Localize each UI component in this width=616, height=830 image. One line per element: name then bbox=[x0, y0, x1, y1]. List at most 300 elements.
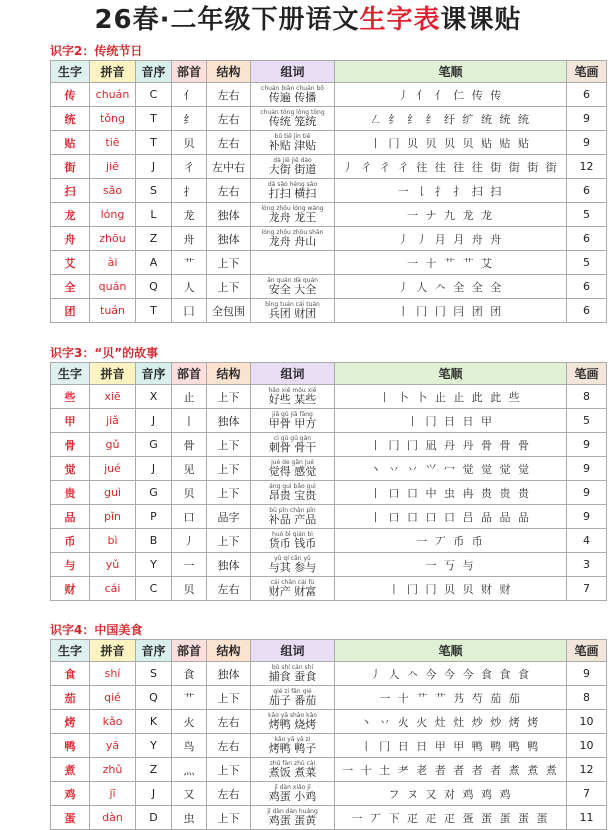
table-row bbox=[51, 131, 607, 155]
character-cell: 街 bbox=[51, 155, 90, 179]
character-cell: 甲 bbox=[51, 409, 90, 433]
radical-cell: 火 bbox=[172, 710, 207, 734]
pinyin-cell: zhōu bbox=[90, 227, 136, 251]
structure-cell: 左右 bbox=[207, 107, 251, 131]
words-cell bbox=[251, 203, 335, 227]
words-text: 传遍 传播 bbox=[268, 91, 317, 104]
structure-cell: 品字 bbox=[207, 505, 251, 529]
words-cell bbox=[251, 481, 335, 505]
header-pinyin: 拼音 bbox=[90, 61, 136, 83]
words-pinyin: cì gǔ gǔ gàn bbox=[273, 435, 312, 442]
structure-cell: 独体 bbox=[207, 227, 251, 251]
table-row bbox=[51, 179, 607, 203]
structure-cell: 独体 bbox=[207, 662, 251, 686]
table-row bbox=[51, 155, 607, 179]
sequence-cell: P bbox=[136, 505, 172, 529]
header-stroke-count: 笔画 bbox=[567, 61, 607, 83]
radical-cell: 鸟 bbox=[172, 734, 207, 758]
words-pinyin: chuán biàn chuán bō bbox=[261, 85, 324, 92]
stroke-order-cell: 丿 人 𠆢 全 全 全 bbox=[335, 275, 567, 299]
radical-cell: 灬 bbox=[172, 758, 207, 782]
radical-cell: 贝 bbox=[172, 481, 207, 505]
words-text: 龙舟 舟山 bbox=[268, 235, 317, 248]
words-pinyin: chuán tǒng lǒng tǒng bbox=[260, 109, 325, 116]
character-cell: 烤 bbox=[51, 710, 90, 734]
sequence-cell: K bbox=[136, 710, 172, 734]
character-cell: 币 bbox=[51, 529, 90, 553]
radical-cell: 纟 bbox=[172, 107, 207, 131]
table-row bbox=[51, 782, 607, 806]
stroke-order-cell: 丨 冂 日 日 甲 甲 鸭 鸭 鸭 鸭 bbox=[335, 734, 567, 758]
stroke-count-cell: 7 bbox=[567, 782, 607, 806]
stroke-count-cell: 6 bbox=[567, 275, 607, 299]
section-label: 识字2：传统节日 bbox=[50, 44, 143, 58]
radical-cell: 彳 bbox=[172, 155, 207, 179]
stroke-count-cell: 8 bbox=[567, 686, 607, 710]
section-label: 识字4：中国美食 bbox=[50, 623, 143, 637]
character-table bbox=[50, 60, 607, 323]
words-cell bbox=[251, 710, 335, 734]
table-row bbox=[51, 758, 607, 782]
character-cell: 扫 bbox=[51, 179, 90, 203]
words-cell bbox=[251, 553, 335, 577]
sequence-cell: B bbox=[136, 529, 172, 553]
words-pinyin: zhǔ fàn zhǔ cài bbox=[269, 760, 316, 767]
radical-cell: 虫 bbox=[172, 806, 207, 830]
header-stroke-order: 笔顺 bbox=[335, 640, 567, 662]
pinyin-cell: tiē bbox=[90, 131, 136, 155]
stroke-count-cell: 9 bbox=[567, 107, 607, 131]
words-text: 好些 某些 bbox=[268, 393, 317, 406]
radical-cell: 骨 bbox=[172, 433, 207, 457]
words-pinyin: cái chǎn cái fù bbox=[270, 579, 315, 586]
sequence-cell: C bbox=[136, 577, 172, 601]
title-prefix: 26春·二年级下册语文 bbox=[94, 5, 360, 35]
words-text: 安全 大全 bbox=[268, 283, 317, 296]
pinyin-cell: sǎo bbox=[90, 179, 136, 203]
header-char: 生字 bbox=[51, 61, 90, 83]
pinyin-cell: dàn bbox=[90, 806, 136, 830]
header-structure: 结构 bbox=[207, 363, 251, 385]
table-row bbox=[51, 529, 607, 553]
words-text: 与其 参与 bbox=[268, 561, 317, 574]
header-radical: 部首 bbox=[172, 640, 207, 662]
pinyin-cell: xiē bbox=[90, 385, 136, 409]
structure-cell: 左右 bbox=[207, 782, 251, 806]
words-cell bbox=[251, 662, 335, 686]
header-sequence: 音序 bbox=[136, 640, 172, 662]
structure-cell: 左右 bbox=[207, 83, 251, 107]
stroke-count-cell: 3 bbox=[567, 553, 607, 577]
stroke-count-cell: 9 bbox=[567, 457, 607, 481]
stroke-order-cell: 一 丆 下 疋 疋 疋 疍 蛋 蛋 蛋 蛋 bbox=[335, 806, 567, 830]
table-row bbox=[51, 457, 607, 481]
table-row bbox=[51, 83, 607, 107]
character-cell: 财 bbox=[51, 577, 90, 601]
radical-cell: 止 bbox=[172, 385, 207, 409]
stroke-order-cell: 一 丆 币 币 bbox=[335, 529, 567, 553]
structure-cell: 左右 bbox=[207, 179, 251, 203]
words-cell bbox=[251, 457, 335, 481]
header-char: 生字 bbox=[51, 640, 90, 662]
stroke-count-cell: 6 bbox=[567, 179, 607, 203]
radical-cell: 舟 bbox=[172, 227, 207, 251]
radical-cell: 艹 bbox=[172, 251, 207, 275]
structure-cell: 左中右 bbox=[207, 155, 251, 179]
character-cell: 品 bbox=[51, 505, 90, 529]
words-cell bbox=[251, 686, 335, 710]
sequence-cell: T bbox=[136, 107, 172, 131]
section-lesson-3 bbox=[50, 345, 606, 601]
words-cell bbox=[251, 83, 335, 107]
structure-cell: 上下 bbox=[207, 758, 251, 782]
stroke-order-cell: 丨 冂 冂 凪 丹 丹 骨 骨 骨 bbox=[335, 433, 567, 457]
title-suffix: 课课贴 bbox=[440, 5, 522, 35]
stroke-order-cell: フ ヌ 又 对 鸡 鸡 鸡 bbox=[335, 782, 567, 806]
structure-cell: 左右 bbox=[207, 577, 251, 601]
header-sequence: 音序 bbox=[136, 363, 172, 385]
radical-cell: 贝 bbox=[172, 577, 207, 601]
character-cell: 团 bbox=[51, 299, 90, 323]
pinyin-cell: pǐn bbox=[90, 505, 136, 529]
stroke-count-cell: 10 bbox=[567, 734, 607, 758]
header-pinyin: 拼音 bbox=[90, 640, 136, 662]
words-text: 烤鸭 鸭子 bbox=[268, 742, 317, 755]
sequence-cell: Z bbox=[136, 758, 172, 782]
pinyin-cell: guì bbox=[90, 481, 136, 505]
stroke-order-cell: 一 十 艹 艹 艾 bbox=[335, 251, 567, 275]
words-text: 昂贵 宝贵 bbox=[268, 489, 317, 502]
stroke-count-cell: 5 bbox=[567, 409, 607, 433]
words-text: 甲骨 甲方 bbox=[268, 417, 317, 430]
stroke-order-cell: 丨 冂 日 日 甲 bbox=[335, 409, 567, 433]
stroke-count-cell: 5 bbox=[567, 203, 607, 227]
table-row bbox=[51, 227, 607, 251]
stroke-order-cell: 一 ナ 九 龙 龙 bbox=[335, 203, 567, 227]
section-lesson-4 bbox=[50, 622, 606, 830]
words-text: 刺骨 骨干 bbox=[268, 441, 317, 454]
radical-cell: 见 bbox=[172, 457, 207, 481]
words-text: 龙舟 龙王 bbox=[268, 211, 317, 224]
table-row bbox=[51, 385, 607, 409]
sequence-cell: J bbox=[136, 155, 172, 179]
pinyin-cell: gǔ bbox=[90, 433, 136, 457]
header-radical: 部首 bbox=[172, 363, 207, 385]
character-cell: 艾 bbox=[51, 251, 90, 275]
character-table bbox=[50, 362, 607, 601]
radical-cell: 扌 bbox=[172, 179, 207, 203]
sequence-cell: T bbox=[136, 299, 172, 323]
character-cell: 茄 bbox=[51, 686, 90, 710]
pinyin-cell: lóng bbox=[90, 203, 136, 227]
character-cell: 与 bbox=[51, 553, 90, 577]
words-text: 货币 钱币 bbox=[268, 537, 317, 550]
section-label: 识字3：“贝”的故事 bbox=[50, 346, 159, 360]
character-cell: 煮 bbox=[51, 758, 90, 782]
table-row bbox=[51, 203, 607, 227]
stroke-count-cell: 9 bbox=[567, 662, 607, 686]
character-cell: 传 bbox=[51, 83, 90, 107]
sequence-cell: Y bbox=[136, 734, 172, 758]
radical-cell: 囗 bbox=[172, 299, 207, 323]
words-pinyin: lóng zhōu lóng wáng bbox=[261, 205, 324, 212]
table-row bbox=[51, 577, 607, 601]
stroke-order-cell: 丨 卜 卜 止 止 此 此 些 bbox=[335, 385, 567, 409]
table-row bbox=[51, 409, 607, 433]
structure-cell: 独体 bbox=[207, 553, 251, 577]
table-row bbox=[51, 433, 607, 457]
radical-cell: 食 bbox=[172, 662, 207, 686]
sequence-cell: D bbox=[136, 806, 172, 830]
stroke-count-cell: 7 bbox=[567, 577, 607, 601]
words-cell bbox=[251, 529, 335, 553]
stroke-order-cell: 丶 丷 丷 ⺍ 冖 觉 觉 觉 觉 bbox=[335, 457, 567, 481]
header-char: 生字 bbox=[51, 363, 90, 385]
sequence-cell: T bbox=[136, 131, 172, 155]
structure-cell: 上下 bbox=[207, 457, 251, 481]
stroke-order-cell: 丿 丿 月 月 舟 舟 bbox=[335, 227, 567, 251]
radical-cell: 亻 bbox=[172, 83, 207, 107]
header-row bbox=[51, 363, 607, 385]
stroke-count-cell: 9 bbox=[567, 481, 607, 505]
structure-cell: 左右 bbox=[207, 710, 251, 734]
sequence-cell: J bbox=[136, 782, 172, 806]
sequence-cell: X bbox=[136, 385, 172, 409]
words-text: 打扫 横扫 bbox=[268, 187, 317, 200]
words-text: 鸡蛋 蛋黄 bbox=[268, 814, 317, 827]
words-pinyin: áng guì bǎo guì bbox=[269, 483, 316, 490]
header-row bbox=[51, 640, 607, 662]
character-cell: 统 bbox=[51, 107, 90, 131]
pinyin-cell: yǔ bbox=[90, 553, 136, 577]
header-stroke-order: 笔顺 bbox=[335, 363, 567, 385]
pinyin-cell: zhǔ bbox=[90, 758, 136, 782]
character-cell: 鸭 bbox=[51, 734, 90, 758]
header-words: 组词 bbox=[251, 640, 335, 662]
words-cell bbox=[251, 299, 335, 323]
sequence-cell: A bbox=[136, 251, 172, 275]
words-text: 茄子 番茄 bbox=[268, 694, 317, 707]
character-cell: 食 bbox=[51, 662, 90, 686]
stroke-order-cell: 一 𠄌 扌 扌 扫 扫 bbox=[335, 179, 567, 203]
stroke-count-cell: 12 bbox=[567, 155, 607, 179]
sequence-cell: Q bbox=[136, 275, 172, 299]
stroke-order-cell: 丨 冂 冂 冃 团 团 bbox=[335, 299, 567, 323]
table-row bbox=[51, 275, 607, 299]
sequence-cell: Q bbox=[136, 686, 172, 710]
character-table bbox=[50, 639, 607, 830]
stroke-order-cell: 丿 彳 彳 彳 往 往 往 往 街 街 街 街 bbox=[335, 155, 567, 179]
table-row bbox=[51, 662, 607, 686]
words-cell bbox=[251, 806, 335, 830]
stroke-count-cell: 8 bbox=[567, 385, 607, 409]
words-text: 补贴 津贴 bbox=[268, 139, 317, 152]
character-cell: 全 bbox=[51, 275, 90, 299]
header-row bbox=[51, 61, 607, 83]
radical-cell: 丿 bbox=[172, 529, 207, 553]
words-cell bbox=[251, 385, 335, 409]
structure-cell: 上下 bbox=[207, 433, 251, 457]
sequence-cell: C bbox=[136, 83, 172, 107]
character-cell: 骨 bbox=[51, 433, 90, 457]
words-pinyin: dǎ sǎo héng sǎo bbox=[267, 181, 318, 188]
stroke-count-cell: 10 bbox=[567, 710, 607, 734]
pinyin-cell: chuán bbox=[90, 83, 136, 107]
pinyin-cell: qié bbox=[90, 686, 136, 710]
character-cell: 些 bbox=[51, 385, 90, 409]
table-row bbox=[51, 686, 607, 710]
pinyin-cell: yā bbox=[90, 734, 136, 758]
words-pinyin: bīng tuán cái tuán bbox=[265, 301, 320, 308]
radical-cell: 贝 bbox=[172, 131, 207, 155]
table-row bbox=[51, 299, 607, 323]
radical-cell: 人 bbox=[172, 275, 207, 299]
words-pinyin: jué de gǎn jué bbox=[271, 459, 314, 466]
table-row bbox=[51, 107, 607, 131]
words-cell bbox=[251, 409, 335, 433]
pinyin-cell: ài bbox=[90, 251, 136, 275]
stroke-count-cell: 6 bbox=[567, 299, 607, 323]
words-text: 煮饭 煮菜 bbox=[268, 766, 317, 779]
sequence-cell: J bbox=[136, 457, 172, 481]
words-pinyin: jī dàn dàn huáng bbox=[267, 808, 318, 815]
words-cell bbox=[251, 227, 335, 251]
page-title bbox=[0, 2, 616, 38]
table-row bbox=[51, 505, 607, 529]
table-row bbox=[51, 806, 607, 830]
words-cell bbox=[251, 577, 335, 601]
words-text: 补品 产品 bbox=[268, 513, 317, 526]
stroke-count-cell: 4 bbox=[567, 529, 607, 553]
table-row bbox=[51, 251, 607, 275]
stroke-order-cell: 一 十 艹 艹 艿 芍 茄 茄 bbox=[335, 686, 567, 710]
structure-cell: 上下 bbox=[207, 385, 251, 409]
words-cell bbox=[251, 107, 335, 131]
words-pinyin: huò bì qián bì bbox=[272, 531, 313, 538]
title-highlight: 生字表 bbox=[359, 5, 441, 35]
pinyin-cell: quán bbox=[90, 275, 136, 299]
words-cell bbox=[251, 155, 335, 179]
words-pinyin: yǔ qí cān yǔ bbox=[274, 555, 311, 562]
pinyin-cell: jiǎ bbox=[90, 409, 136, 433]
header-structure: 结构 bbox=[207, 640, 251, 662]
header-stroke-order: 笔顺 bbox=[335, 61, 567, 83]
stroke-count-cell: 9 bbox=[567, 131, 607, 155]
structure-cell: 左右 bbox=[207, 131, 251, 155]
words-cell bbox=[251, 131, 335, 155]
stroke-order-cell: 一 十 土 耂 老 者 者 者 者 煮 煮 煮 bbox=[335, 758, 567, 782]
sequence-cell: S bbox=[136, 662, 172, 686]
table-row bbox=[51, 481, 607, 505]
words-pinyin: bǔ tiē jīn tiē bbox=[274, 133, 311, 140]
words-text: 烤鸭 烧烤 bbox=[268, 718, 317, 731]
stroke-order-cell: 丨 冂 贝 贝 贝 贝 贴 贴 贴 bbox=[335, 131, 567, 155]
radical-cell: 口 bbox=[172, 505, 207, 529]
header-stroke-count: 笔画 bbox=[567, 640, 607, 662]
words-pinyin: qié zi fān qié bbox=[273, 688, 312, 695]
character-cell: 龙 bbox=[51, 203, 90, 227]
stroke-count-cell: 6 bbox=[567, 83, 607, 107]
words-pinyin: dà jiē jiē dào bbox=[273, 157, 312, 164]
character-cell: 觉 bbox=[51, 457, 90, 481]
words-text: 捕食 蚕食 bbox=[268, 670, 317, 683]
words-cell bbox=[251, 179, 335, 203]
words-pinyin: lóng zhōu zhōu shān bbox=[261, 229, 324, 236]
words-pinyin: jī dàn xiǎo jī bbox=[274, 784, 311, 791]
character-cell: 贴 bbox=[51, 131, 90, 155]
structure-cell: 左右 bbox=[207, 734, 251, 758]
pinyin-cell: cái bbox=[90, 577, 136, 601]
stroke-order-cell: 一 丂 与 bbox=[335, 553, 567, 577]
header-words: 组词 bbox=[251, 363, 335, 385]
stroke-order-cell: 丿 人 𠆢 今 今 今 食 食 食 bbox=[335, 662, 567, 686]
words-pinyin: hǎo xiē mǒu xiē bbox=[268, 387, 317, 394]
words-cell bbox=[251, 275, 335, 299]
structure-cell: 全包围 bbox=[207, 299, 251, 323]
sequence-cell: Y bbox=[136, 553, 172, 577]
character-cell: 贵 bbox=[51, 481, 90, 505]
sequence-cell: L bbox=[136, 203, 172, 227]
words-text: 觉得 感觉 bbox=[268, 465, 317, 478]
structure-cell: 独体 bbox=[207, 409, 251, 433]
radical-cell: 龙 bbox=[172, 203, 207, 227]
character-cell: 鸡 bbox=[51, 782, 90, 806]
radical-cell: 一 bbox=[172, 553, 207, 577]
words-pinyin: bǔ shí cán shí bbox=[271, 664, 314, 671]
sequence-cell: G bbox=[136, 481, 172, 505]
pinyin-cell: jué bbox=[90, 457, 136, 481]
structure-cell: 上下 bbox=[207, 481, 251, 505]
pinyin-cell: jiē bbox=[90, 155, 136, 179]
radical-cell: 丨 bbox=[172, 409, 207, 433]
words-text: 兵团 财团 bbox=[268, 307, 317, 320]
words-text: 大街 街道 bbox=[268, 163, 317, 176]
pinyin-cell: tuán bbox=[90, 299, 136, 323]
pinyin-cell: jī bbox=[90, 782, 136, 806]
pinyin-cell: shí bbox=[90, 662, 136, 686]
character-cell: 蛋 bbox=[51, 806, 90, 830]
stroke-order-cell: 丶 丷 火 火 灶 灶 炒 炒 烤 烤 bbox=[335, 710, 567, 734]
character-cell: 舟 bbox=[51, 227, 90, 251]
words-cell bbox=[251, 505, 335, 529]
radical-cell: 艹 bbox=[172, 686, 207, 710]
section-lesson-2 bbox=[50, 43, 606, 323]
pinyin-cell: tǒng bbox=[90, 107, 136, 131]
stroke-order-cell: 丨 冂 冂 贝 贝 财 财 bbox=[335, 577, 567, 601]
header-radical: 部首 bbox=[172, 61, 207, 83]
words-pinyin: bǔ pǐn chǎn pǐn bbox=[269, 507, 316, 514]
sequence-cell: Z bbox=[136, 227, 172, 251]
stroke-order-cell: 丨 口 口 中 虫 冉 贵 贵 贵 bbox=[335, 481, 567, 505]
words-text: 财产 财富 bbox=[268, 585, 317, 598]
header-sequence: 音序 bbox=[136, 61, 172, 83]
header-pinyin: 拼音 bbox=[90, 363, 136, 385]
words-text: 鸡蛋 小鸡 bbox=[268, 790, 317, 803]
stroke-count-cell: 9 bbox=[567, 505, 607, 529]
pinyin-cell: bì bbox=[90, 529, 136, 553]
sequence-cell: S bbox=[136, 179, 172, 203]
table-row bbox=[51, 553, 607, 577]
words-text: 传统 笼统 bbox=[268, 115, 317, 128]
words-cell bbox=[251, 782, 335, 806]
structure-cell: 独体 bbox=[207, 203, 251, 227]
words-cell bbox=[251, 758, 335, 782]
stroke-order-cell: 丨 口 口 口 口 吕 品 品 品 bbox=[335, 505, 567, 529]
words-pinyin: jiǎ gǔ jiǎ fāng bbox=[272, 411, 313, 418]
stroke-count-cell: 9 bbox=[567, 433, 607, 457]
words-cell bbox=[251, 251, 335, 275]
header-structure: 结构 bbox=[207, 61, 251, 83]
